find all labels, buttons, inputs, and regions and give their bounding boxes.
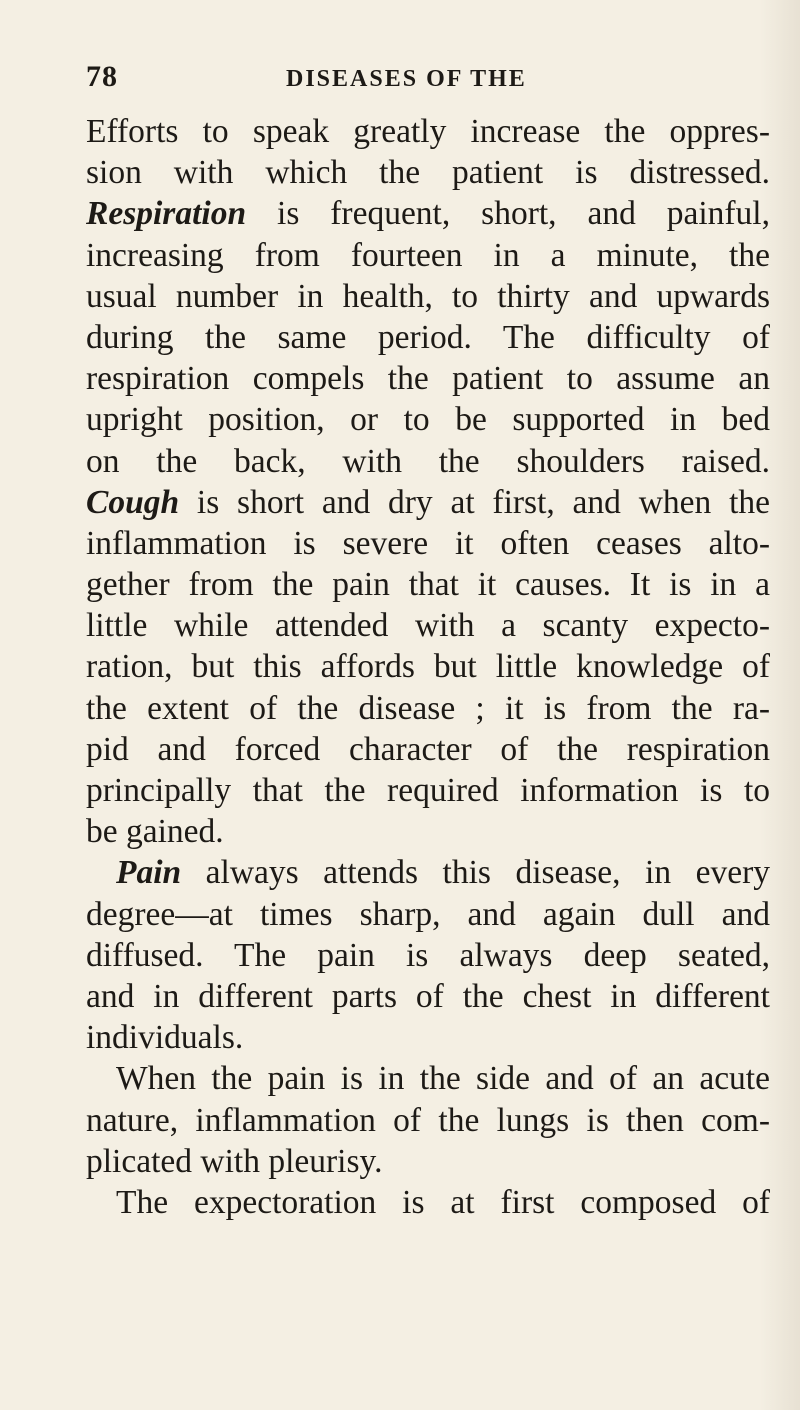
- page-number: 78: [86, 60, 118, 93]
- text-line: Cough is short and dry at first, and when the: [86, 483, 770, 521]
- text-line: degree—at times sharp, and again dull and: [86, 895, 770, 933]
- text-line: the extent of the disease ; it is from the ra-: [86, 689, 770, 727]
- text-line: diffused. The pain is always deep seated,: [86, 936, 770, 974]
- text-line: little while attended with a scanty expecto-: [86, 607, 770, 645]
- running-head: DISEASES OF THE: [286, 66, 527, 92]
- text-line: The expectoration is at first composed of: [116, 1183, 770, 1221]
- text-line: gether from the pain that it causes. It is in a: [86, 566, 770, 604]
- text-line: on the back, with the shoulders raised.: [86, 442, 770, 480]
- text-line: Respiration is frequent, short, and painful,: [86, 195, 770, 233]
- text-line: Pain always attends this disease, in every: [116, 854, 770, 892]
- text-line: Efforts to speak greatly increase the oppres-: [86, 113, 770, 150]
- text-line: pid and forced character of the respiration: [86, 730, 770, 768]
- text-line: plicated with pleurisy.: [86, 1142, 383, 1180]
- page-header: [86, 60, 736, 104]
- text-line: during the same period. The difficulty of: [86, 318, 770, 356]
- text-line: upright position, or to be supported in bed: [86, 401, 770, 439]
- text-line: ration, but this affords but little knowledge of: [86, 648, 770, 686]
- term-pain: Pain: [116, 854, 182, 892]
- text-line: individuals.: [86, 1019, 244, 1057]
- text-line: respiration compels the patient to assume an: [86, 360, 770, 398]
- text-line: sion with which the patient is distressed.: [86, 154, 770, 192]
- text-line: nature, inflammation of the lungs is then com-: [86, 1101, 770, 1139]
- text-line: increasing from fourteen in a minute, the: [86, 236, 770, 274]
- text-line: inflammation is severe it often ceases alto-: [86, 524, 770, 562]
- text-line: principally that the required information is to: [86, 772, 770, 809]
- text-line: usual number in health, to thirty and upwards: [86, 277, 770, 315]
- term-respiration: Respiration: [86, 195, 247, 233]
- body-text: [86, 111, 770, 1223]
- term-cough: Cough: [86, 483, 180, 521]
- text-line: When the pain is in the side and of an acute: [116, 1060, 770, 1098]
- text-line: be gained.: [86, 813, 224, 851]
- text-line: and in different parts of the chest in different: [86, 977, 770, 1015]
